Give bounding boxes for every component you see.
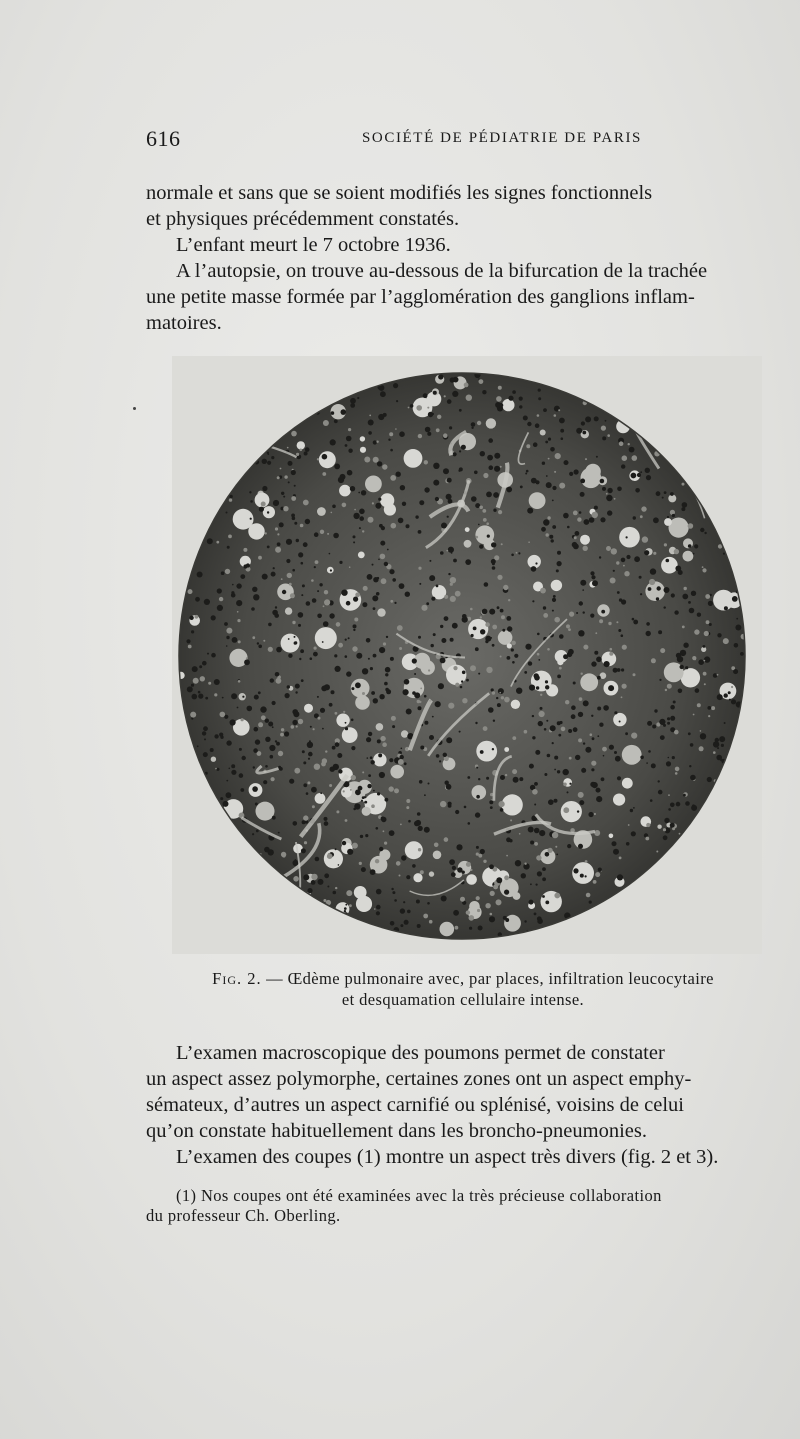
text-line: A l’autopsie, on trouve au-dessous de la bifurcation de la trachée [176,260,708,282]
micrograph-image [172,356,762,954]
text-line: L’examen des coupes (1) montre un aspect très divers (fig. 2 et 3). [176,1146,719,1168]
text-line: sémateux, d’autres un aspect carnifié ou splénisé, voisins de celui [146,1094,684,1116]
page-header [146,126,642,154]
text-line: un aspect assez polymorphe, certaines zones ont un aspect emphy- [146,1068,692,1090]
text-line: et physiques précédemment constatés. [146,208,460,230]
body-text-bottom [146,1040,780,1170]
text-line: matoires. [146,312,222,334]
body-text-top [146,180,780,336]
stray-mark [133,407,136,410]
caption-text-line: et desquamation cellulaire intense. [341,990,585,1009]
text-line: une petite masse formée par l’agglomération des ganglions inflam- [146,286,695,308]
page-number: 616 [146,126,181,151]
footnote-line: (1) Nos coupes ont été examinées avec la très précieuse collaboration [176,1186,662,1205]
footnote-line: du professeur Ch. Oberling. [146,1206,341,1225]
micrograph-figure [172,356,762,954]
figure-caption [146,968,780,1010]
caption-text-line: — Œdème pulmonaire avec, par places, infiltration leucocytaire [266,969,714,988]
figure-label: Fig. 2. [212,969,262,988]
text-line: qu’on constate habituellement dans les broncho-pneumonies. [146,1120,647,1142]
text-line: L’examen macroscopique des poumons permet de constater [176,1042,665,1064]
footnote [146,1186,780,1226]
text-line: normale et sans que se soient modifiés les signes fonctionnels [146,182,653,204]
text-line: L’enfant meurt le 7 octobre 1936. [176,234,451,256]
running-title: SOCIÉTÉ DE PÉDIATRIE DE PARIS [361,130,642,146]
